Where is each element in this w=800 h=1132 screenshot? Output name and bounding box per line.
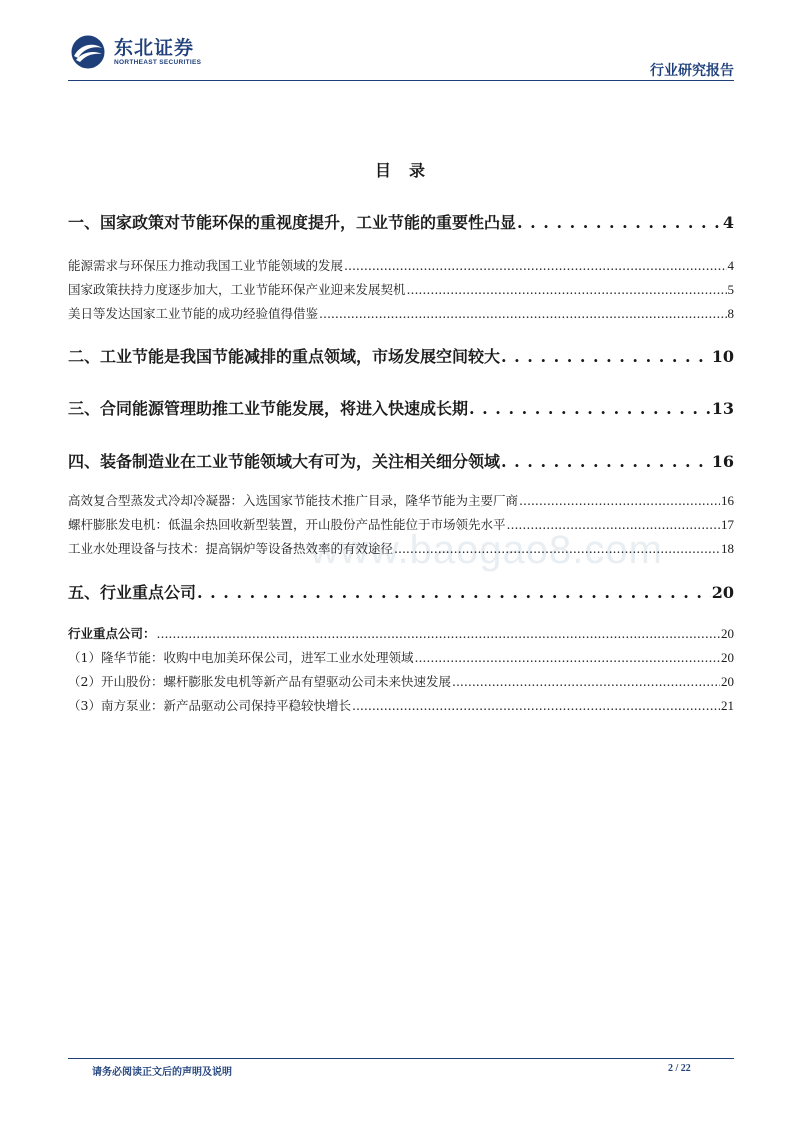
toc-leader xyxy=(319,306,726,321)
toc-entry-text: 高效复合型蒸发式冷却冷凝器：入选国家节能技术推广目录，隆华节能为主要厂商 xyxy=(68,493,519,508)
toc-leader xyxy=(352,698,720,713)
toc-entry[interactable] xyxy=(68,624,734,642)
toc-entry-page: 10 xyxy=(711,347,734,366)
toc-entry[interactable] xyxy=(68,256,734,274)
toc-entry-page: 4 xyxy=(727,258,734,273)
northeast-securities-logo-icon xyxy=(68,34,108,70)
toc-entry-text: 螺杆膨胀发电机：低温余热回收新型装置，开山股份产品性能位于市场领先水平 xyxy=(68,517,506,532)
toc-entry-page: 16 xyxy=(721,493,734,508)
toc-entry-text: 五、行业重点公司 xyxy=(68,583,197,602)
toc-leader xyxy=(344,258,726,273)
toc-entry-page: 16 xyxy=(711,452,734,471)
toc-entry-text: 二、工业节能是我国节能减排的重点领域，市场发展空间较大 xyxy=(68,347,501,366)
toc-entry[interactable] xyxy=(68,672,734,690)
toc-leader xyxy=(394,541,720,556)
toc-entry[interactable] xyxy=(68,396,734,419)
toc-entry[interactable] xyxy=(68,449,734,472)
toc-entry-page: 17 xyxy=(721,517,734,532)
toc-entry-text: （2）开山股份：螺杆膨胀发电机等新产品有望驱动公司未来快速发展 xyxy=(68,674,451,689)
company-logo xyxy=(68,34,201,70)
toc-entry-page: 8 xyxy=(727,306,734,321)
toc-entry-text: 国家政策扶持力度逐步加大，工业节能环保产业迎来发展契机 xyxy=(68,282,406,297)
watermark: www.baogao8.com xyxy=(310,528,663,572)
toc-entry-text: 行业重点公司： xyxy=(68,626,156,641)
toc-entry-text: （3）南方泵业：新产品驱动公司保持平稳较快增长 xyxy=(68,698,351,713)
company-name-cn: 东北证券 xyxy=(114,36,195,59)
toc-entry[interactable] xyxy=(68,210,734,233)
toc-entry-text: 美日等发达国家工业节能的成功经验值得借鉴 xyxy=(68,306,319,321)
toc-entry[interactable] xyxy=(68,304,734,322)
toc-entry[interactable] xyxy=(68,580,734,603)
toc-entry[interactable] xyxy=(68,515,734,533)
toc-leader xyxy=(501,347,711,366)
toc-entry[interactable] xyxy=(68,648,734,666)
page-header xyxy=(68,34,734,80)
toc-entry-text: 能源需求与环保压力推动我国工业节能领域的发展 xyxy=(68,258,344,273)
toc-leader xyxy=(519,493,720,508)
toc-entry-page: 20 xyxy=(721,674,734,689)
toc-entry-page: 21 xyxy=(721,698,734,713)
toc-leader xyxy=(197,583,711,602)
toc-entry-page: 5 xyxy=(727,282,734,297)
toc-leader xyxy=(407,282,727,297)
toc-entry[interactable] xyxy=(68,696,734,714)
footer-divider xyxy=(68,1058,734,1059)
toc-entry-text: 一、国家政策对节能环保的重视度提升，工业节能的重要性凸显 xyxy=(68,213,517,232)
toc-entry-text: 三、合同能源管理助推工业节能发展，将进入快速成长期 xyxy=(68,399,469,418)
footer-page-number: 2 / 22 xyxy=(668,1063,691,1074)
toc-entry[interactable] xyxy=(68,344,734,367)
company-name-en: NORTHEAST SECURITIES xyxy=(114,58,202,66)
toc-entry-page: 20 xyxy=(721,650,734,665)
toc-entry[interactable] xyxy=(68,491,734,509)
toc-leader xyxy=(469,399,711,418)
toc-entry-page: 20 xyxy=(711,583,734,602)
toc-entry-page: 18 xyxy=(721,541,734,556)
toc-entry[interactable] xyxy=(68,280,734,298)
toc-leader xyxy=(452,674,720,689)
header-divider xyxy=(68,80,734,81)
toc-entry-page: 13 xyxy=(711,399,734,418)
toc-entry[interactable] xyxy=(68,539,734,557)
toc-title: 目录 xyxy=(374,161,443,180)
toc-leader xyxy=(501,452,711,471)
toc-leader xyxy=(157,626,720,641)
toc-leader xyxy=(517,213,722,232)
toc-leader xyxy=(414,650,720,665)
toc-entry-page: 20 xyxy=(721,626,734,641)
toc-entry-text: 四、装备制造业在工业节能领域大有可为，关注相关细分领域 xyxy=(68,452,501,471)
toc-entry-text: （1）隆华节能：收购中电加美环保公司，进军工业水处理领域 xyxy=(68,650,414,665)
footer-disclaimer: 请务必阅读正文后的声明及说明 xyxy=(92,1067,232,1078)
toc-leader xyxy=(507,517,720,532)
toc-entry-page: 4 xyxy=(722,213,734,232)
report-type: 行业研究报告 xyxy=(650,63,734,79)
toc-entry-text: 工业水处理设备与技术：提高锅炉等设备热效率的有效途径 xyxy=(68,541,394,556)
